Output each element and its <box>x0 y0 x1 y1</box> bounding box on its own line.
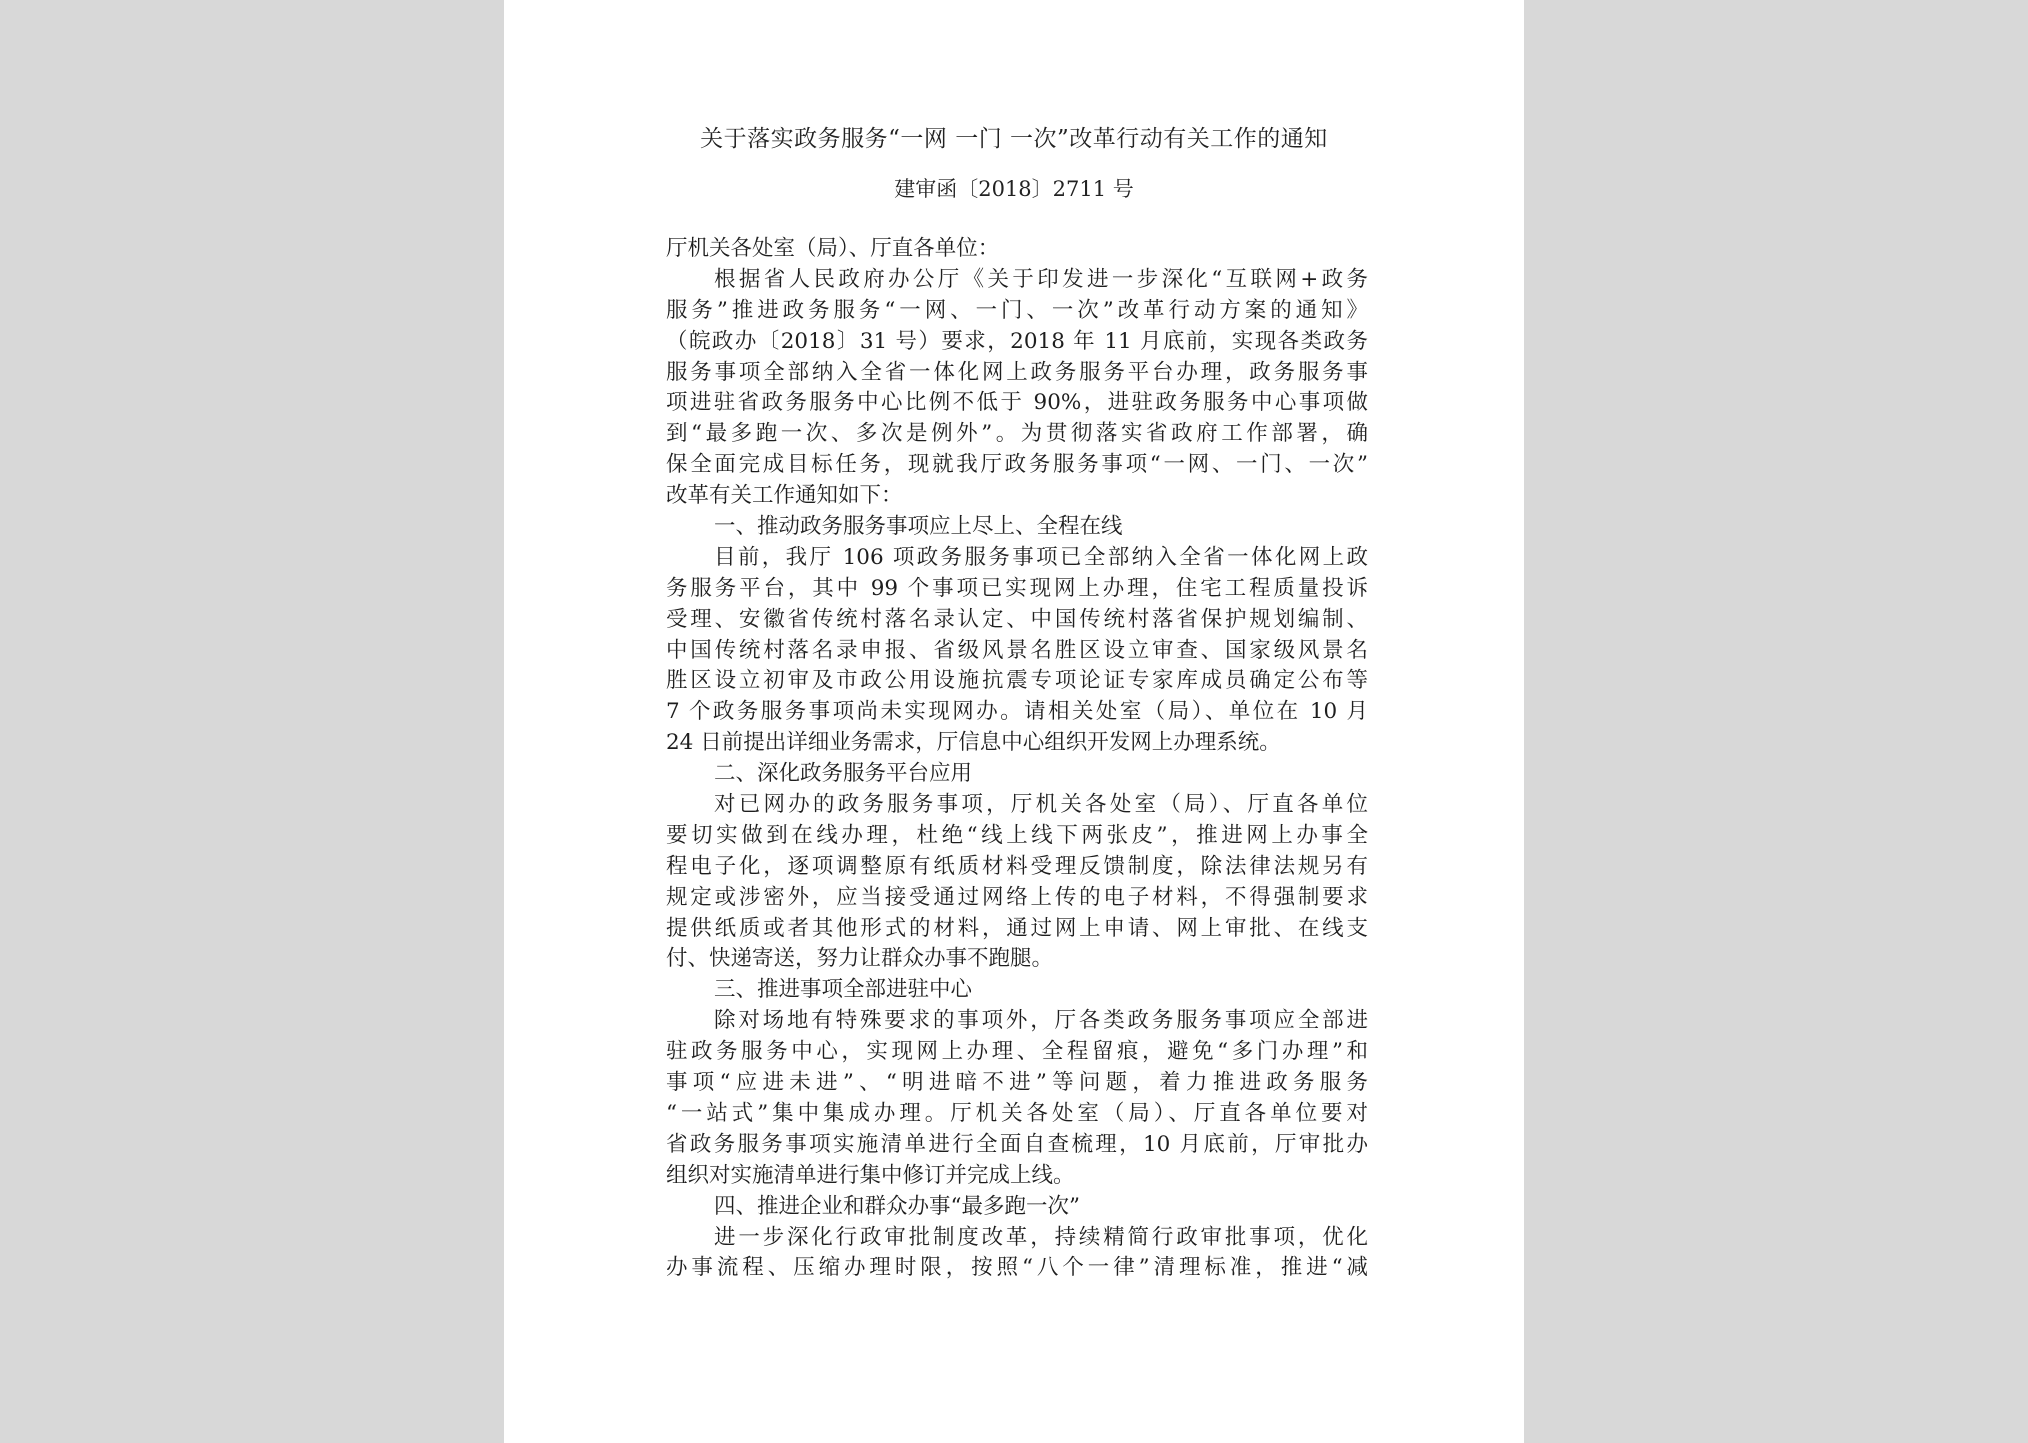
text-line: 24 日前提出详细业务需求，厅信息中心组织开发网上办理系统。 <box>666 730 1281 756</box>
text-line: 四、推进企业和群众办事“最多跑一次” <box>714 1193 1080 1219</box>
text-line: 进一步深化行政审批制度改革，持续精简行政审批事项，优化 <box>714 1224 1368 1250</box>
text-line: 二、深化政务服务平台应用 <box>714 761 973 787</box>
document-body <box>666 234 1368 1284</box>
text-line: 到“最多跑一次、多次是例外”。为贯彻落实省政府工作部署，确 <box>666 421 1368 447</box>
text-line: 驻政务服务中心，实现网上办理、全程留痕，避免“多门办理”和 <box>666 1039 1368 1065</box>
text-line: 对已网办的政务服务事项，厅机关各处室（局）、厅直各单位 <box>714 792 1368 818</box>
text-line: 目前，我厅 106 项政务服务事项已全部纳入全省一体化网上政 <box>714 544 1368 570</box>
text-line: 服务”推进政务服务“一网、一门、一次”改革行动方案的通知》 <box>666 297 1368 323</box>
text-line: 7 个政务服务事项尚未实现网办。请相关处室（局）、单位在 10 月 <box>666 699 1368 725</box>
text-line: 事项“应进未进”、“明进暗不进”等问题，着力推进政务服务 <box>666 1070 1368 1096</box>
document-number: 建审函〔2018〕2711 号 <box>894 177 1134 201</box>
text-line: “一站式”集中集成办理。厅机关各处室（局）、厅直各单位要对 <box>666 1100 1368 1126</box>
text-line: 根据省人民政府办公厅《关于印发进一步深化“互联网+政务 <box>714 266 1368 292</box>
document-title: 关于落实政务服务“一网 一门 一次”改革行动有关工作的通知 <box>700 126 1328 152</box>
text-line: 保全面完成目标任务，现就我厅政务服务事项“一网、一门、一次” <box>666 452 1368 478</box>
text-line: 除对场地有特殊要求的事项外，厅各类政务服务事项应全部进 <box>714 1008 1368 1034</box>
text-line: 改革有关工作通知如下： <box>666 483 903 509</box>
text-line: 一、推动政务服务事项应上尽上、全程在线 <box>714 514 1123 540</box>
text-line: 中国传统村落名录申报、省级风景名胜区设立审查、国家级风景名 <box>666 637 1368 663</box>
text-line: 项进驻省政务服务中心比例不低于 90%，进驻政务服务中心事项做 <box>666 390 1368 416</box>
text-line: 规定或涉密外，应当接受通过网络上传的电子材料，不得强制要求 <box>666 884 1368 910</box>
text-line: 省政务服务事项实施清单进行全面自查梳理，10 月底前，厅审批办 <box>666 1131 1368 1157</box>
text-line: 办事流程、压缩办理时限，按照“八个一律”清理标准，推进“减 <box>666 1255 1368 1281</box>
text-line: 服务事项全部纳入全省一体化网上政务服务平台办理，政务服务事 <box>666 359 1368 385</box>
text-line: 三、推进事项全部进驻中心 <box>714 977 973 1003</box>
text-line: 提供纸质或者其他形式的材料，通过网上申请、网上审批、在线支 <box>666 915 1368 941</box>
text-line: 要切实做到在线办理，杜绝“线上线下两张皮”，推进网上办事全 <box>666 822 1368 848</box>
text-line: 付、快递寄送，努力让群众办事不跑腿。 <box>666 946 1054 972</box>
text-line: 胜区设立初审及市政公用设施抗震专项论证专家库成员确定公布等 <box>666 668 1368 694</box>
text-line: 受理、安徽省传统村落名录认定、中国传统村落省保护规划编制、 <box>666 606 1368 632</box>
document-page <box>504 0 1524 1443</box>
text-line: 组织对实施清单进行集中修订并完成上线。 <box>666 1162 1075 1188</box>
text-line: （皖政办〔2018〕31 号）要求，2018 年 11 月底前，实现各类政务 <box>666 328 1368 354</box>
text-line: 厅机关各处室（局）、厅直各单位： <box>666 236 1000 261</box>
text-line: 程电子化，逐项调整原有纸质材料受理反馈制度，除法律法规另有 <box>666 853 1368 879</box>
text-line: 务服务平台，其中 99 个事项已实现网上办理，住宅工程质量投诉 <box>666 575 1368 601</box>
